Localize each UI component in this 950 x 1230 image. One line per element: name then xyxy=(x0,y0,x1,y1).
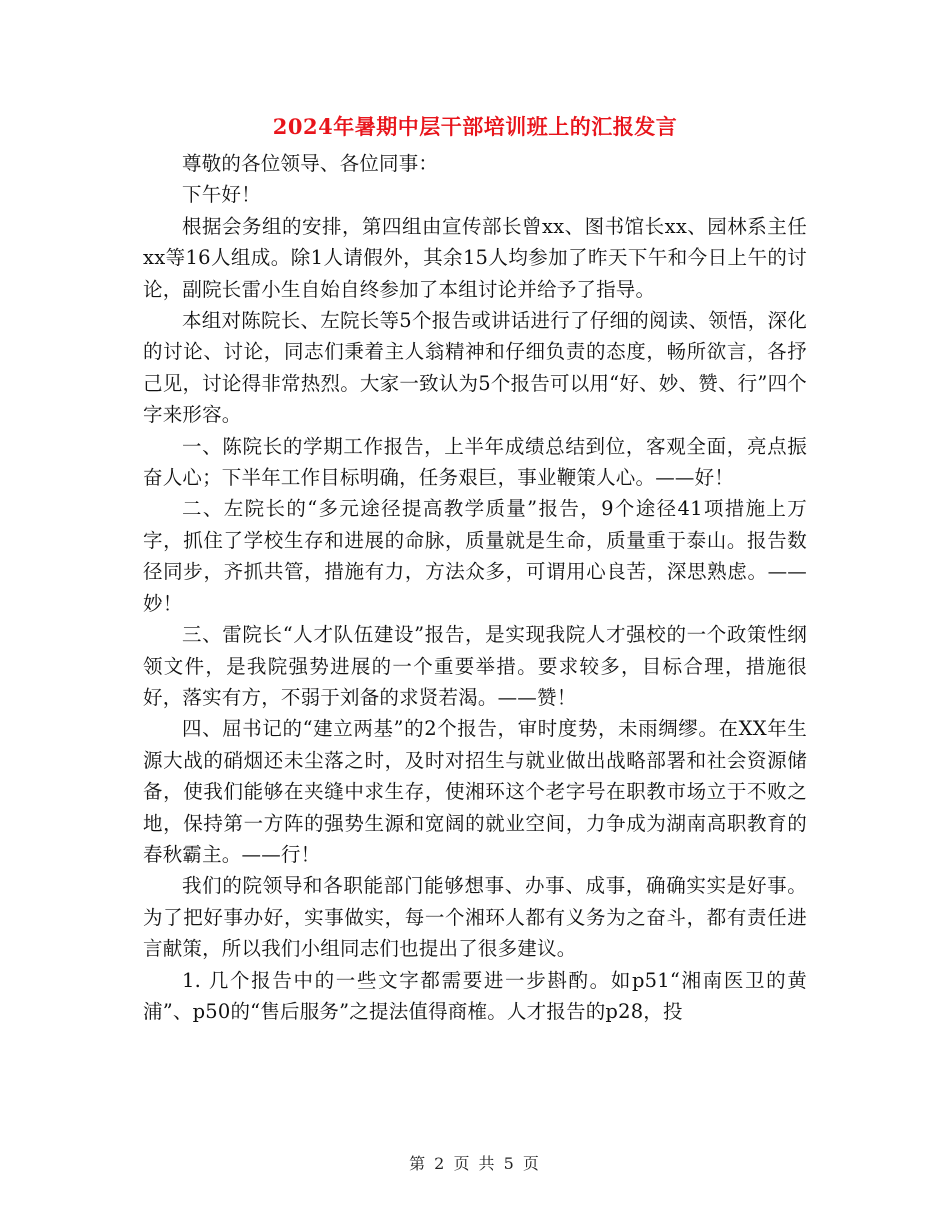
paragraph-point-one: 一、陈院长的学期工作报告，上半年成绩总结到位，客观全面，亮点振奋人心；下半年工作目标明确，任务艰巨，事业鞭策人心。——好！ xyxy=(143,434,807,490)
document-title: 2024年暑期中层干部培训班上的汇报发言 xyxy=(272,114,678,139)
paragraph-suggestion-one: 1. 几个报告中的一些文字都需要进一步斟酌。如p51“湘南医卫的黄浦”、p50的“售后服务”之提法值得商榷。人才报告的p28，投 xyxy=(143,968,807,1023)
paragraph-point-two: 二、左院长的“多元途径提高教学质量”报告，9个途径41项措施上万字，抓住了学校生存和进展的命脉，质量就是生命，质量重于泰山。报告数径同步，齐抓共管，措施有力，方法众多，可谓用心良苦，深思熟虑。——妙！ xyxy=(143,497,807,615)
paragraph-point-four: 四、屈书记的“建立两基”的2个报告，审时度势，未雨绸缪。在XX年生源大战的硝烟还未尘落之时，及时对招生与就业做出战略部署和社会资源储备，使我们能够在夹缝中求生存，使湘环这个老字号在职教市场立于不败之地，保持第一方阵的强势生源和宽阔的就业空间，力争成为湖南高职教育的春秋霸主。——行！ xyxy=(143,717,807,866)
paragraph-suggestions-intro: 我们的院领导和各职能部门能够想事、办事、成事，确确实实是好事。为了把好事办好，实事做实，每一个湘环人都有义务为之奋斗，都有责任进言献策，所以我们小组同志们也提出了很多建议。 xyxy=(143,874,807,961)
document-body xyxy=(143,148,807,1027)
page-number-footer: 第 2 页 共 5 页 xyxy=(409,1154,541,1173)
greeting: 下午好！ xyxy=(182,183,261,207)
paragraph-discussion-summary: 本组对陈院长、左院长等5个报告或讲话进行了仔细的阅读、领悟，深化的讨论、讨论，同志们秉着主人翁精神和仔细负责的态度，畅所欲言，各抒己见，讨论得非常热烈。大家一致认为5个报告可以用“好、妙、赞、行”四个字来形容。 xyxy=(143,309,807,427)
paragraph-group-composition: 根据会务组的安排，第四组由宣传部长曾xx、图书馆长xx、园林系主任xx等16人组成。除1人请假外，其余15人均参加了昨天下午和今日上午的讨论，副院长雷小生自始自终参加了本组讨论并给予了指导。 xyxy=(143,214,807,301)
salutation: 尊敬的各位领导、各位同事： xyxy=(182,152,439,175)
paragraph-point-three: 三、雷院长“人才队伍建设”报告，是实现我院人才强校的一个政策性纲领文件，是我院强势进展的一个重要举措。要求较多，目标合理，措施很好，落实有方，不弱于刘备的求贤若渴。——赞！ xyxy=(143,623,807,709)
